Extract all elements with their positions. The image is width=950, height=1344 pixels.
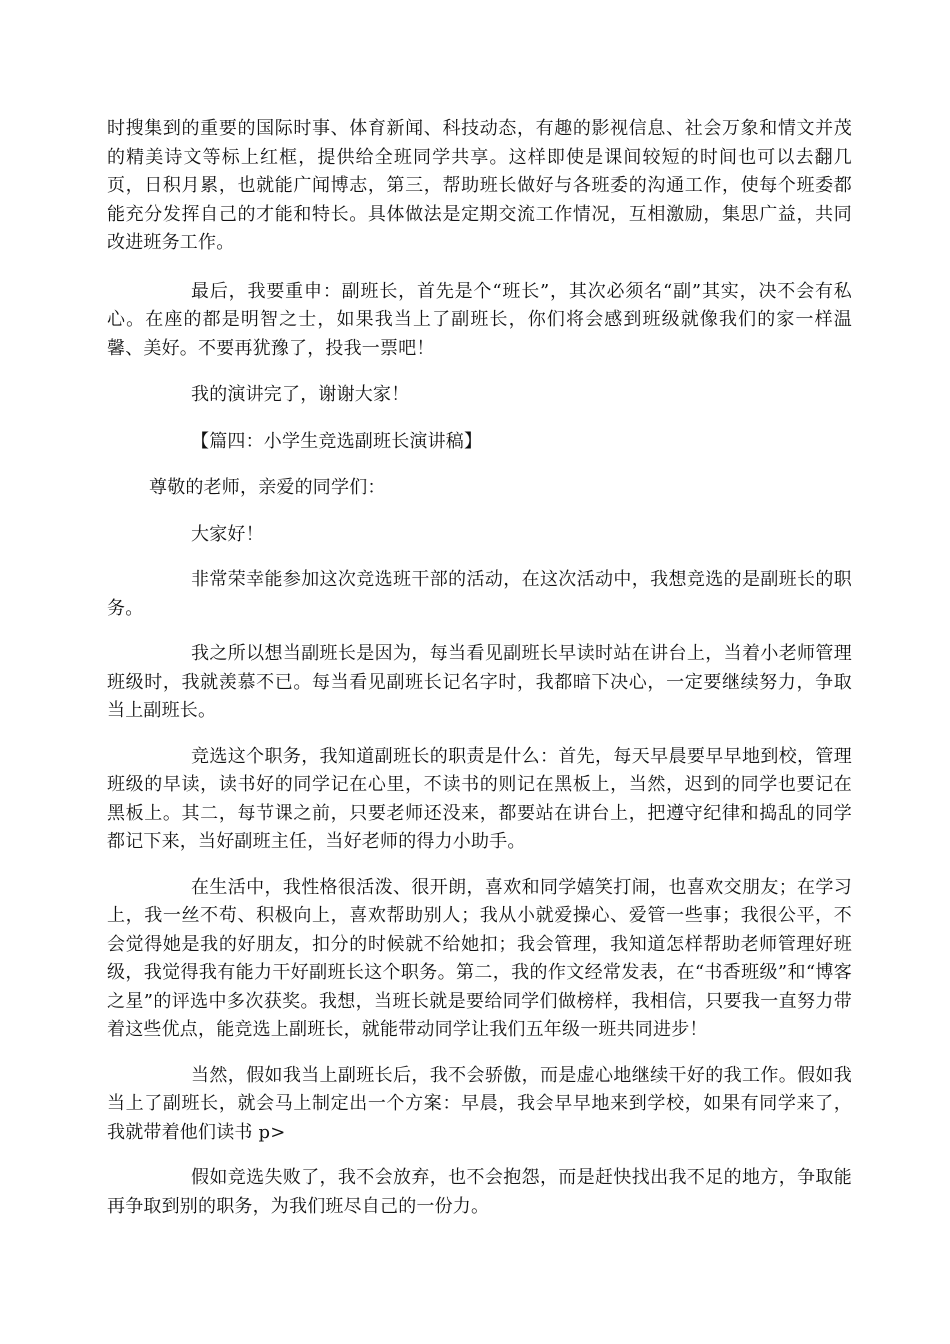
paragraph-intro: 非常荣幸能参加这次竞选班干部的活动，在这次活动中，我想竞选的是副班长的职务。 [107,569,852,619]
paragraph-fallback: 假如竞选失败了，我不会放弃，也不会抱怨，而是赶快找出我不足的地方，争取能再争取到别的职务，为我们班尽自己的一份力。 [107,1167,852,1217]
paragraph-duties: 竞选这个职务，我知道副班长的职责是什么：首先，每天早晨要早早地到校，管理班级的早读，读书好的同学记在心里，不读书的则记在黑板上，当然，迟到的同学也要记在黑板上。其二，每节课之前，只要老师还没来，都要站在讲台上，把遵守纪律和捣乱的同学都记下来，当好副班主任，当好老师的得力小助手。 [107,745,852,852]
paragraph-conclusion: 最后，我要重申：副班长，首先是个“班长”，其次必须名“副”其实，决不会有私心。在座的都是明智之士，如果我当上了副班长，你们将会感到班级就像我们的家一样温馨、美好。不要再犹豫了，投我一票吧！ [107,280,852,359]
document-page [107,115,852,1221]
greeting: 大家好！ [191,523,264,545]
section-heading: 【篇四：小学生竞选副班长演讲稿】 [191,430,483,452]
paragraph-closing-thanks: 我的演讲完了，谢谢大家！ [191,384,410,405]
salutation: 尊敬的老师，亲爱的同学们： [149,477,386,498]
paragraph-plan: 当然，假如我当上副班长后，我不会骄傲，而是虚心地继续干好的我工作。假如我当上了副班长，就会马上制定出一个方案：早晨，我会早早地来到学校，如果有同学来了，我就带着他们读书 p> [107,1064,852,1143]
paragraph-continuation: 时搜集到的重要的国际时事、体育新闻、科技动态，有趣的影视信息、社会万象和情文并茂的精美诗文等标上红框，提供给全班同学共享。这样即使是课间较短的时间也可以去翻几页，日积月累，也就能广闻博志，第三，帮助班长做好与各班委的沟通工作，使每个班委都能充分发挥自己的才能和特长。具体做法是定期交流工作情况，互相激励，集思广益，共同改进班务工作。 [107,118,852,253]
paragraph-qualities: 在生活中，我性格很活泼、很开朗，喜欢和同学嬉笑打闹，也喜欢交朋友；在学习上，我一丝不苟、积极向上，喜欢帮助别人；我从小就爱操心、爱管一些事；我很公平，不会觉得她是我的好朋友，扣分的时候就不给她扣；我会管理，我知道怎样帮助老师管理好班级，我觉得我有能力干好副班长这个职务。第二，我的作文经常发表，在“书香班级”和“博客之星”的评选中多次获奖。我想，当班长就是要给同学们做榜样，我相信，只要我一直努力带着这些优点，能竞选上副班长，就能带动同学让我们五年级一班共同进步！ [107,876,852,1040]
paragraph-motivation: 我之所以想当副班长是因为，每当看见副班长早读时站在讲台上，当着小老师管理班级时，我就羡慕不已。每当看见副班长记名字时，我都暗下决心，一定要继续努力，争取当上副班长。 [107,643,852,721]
